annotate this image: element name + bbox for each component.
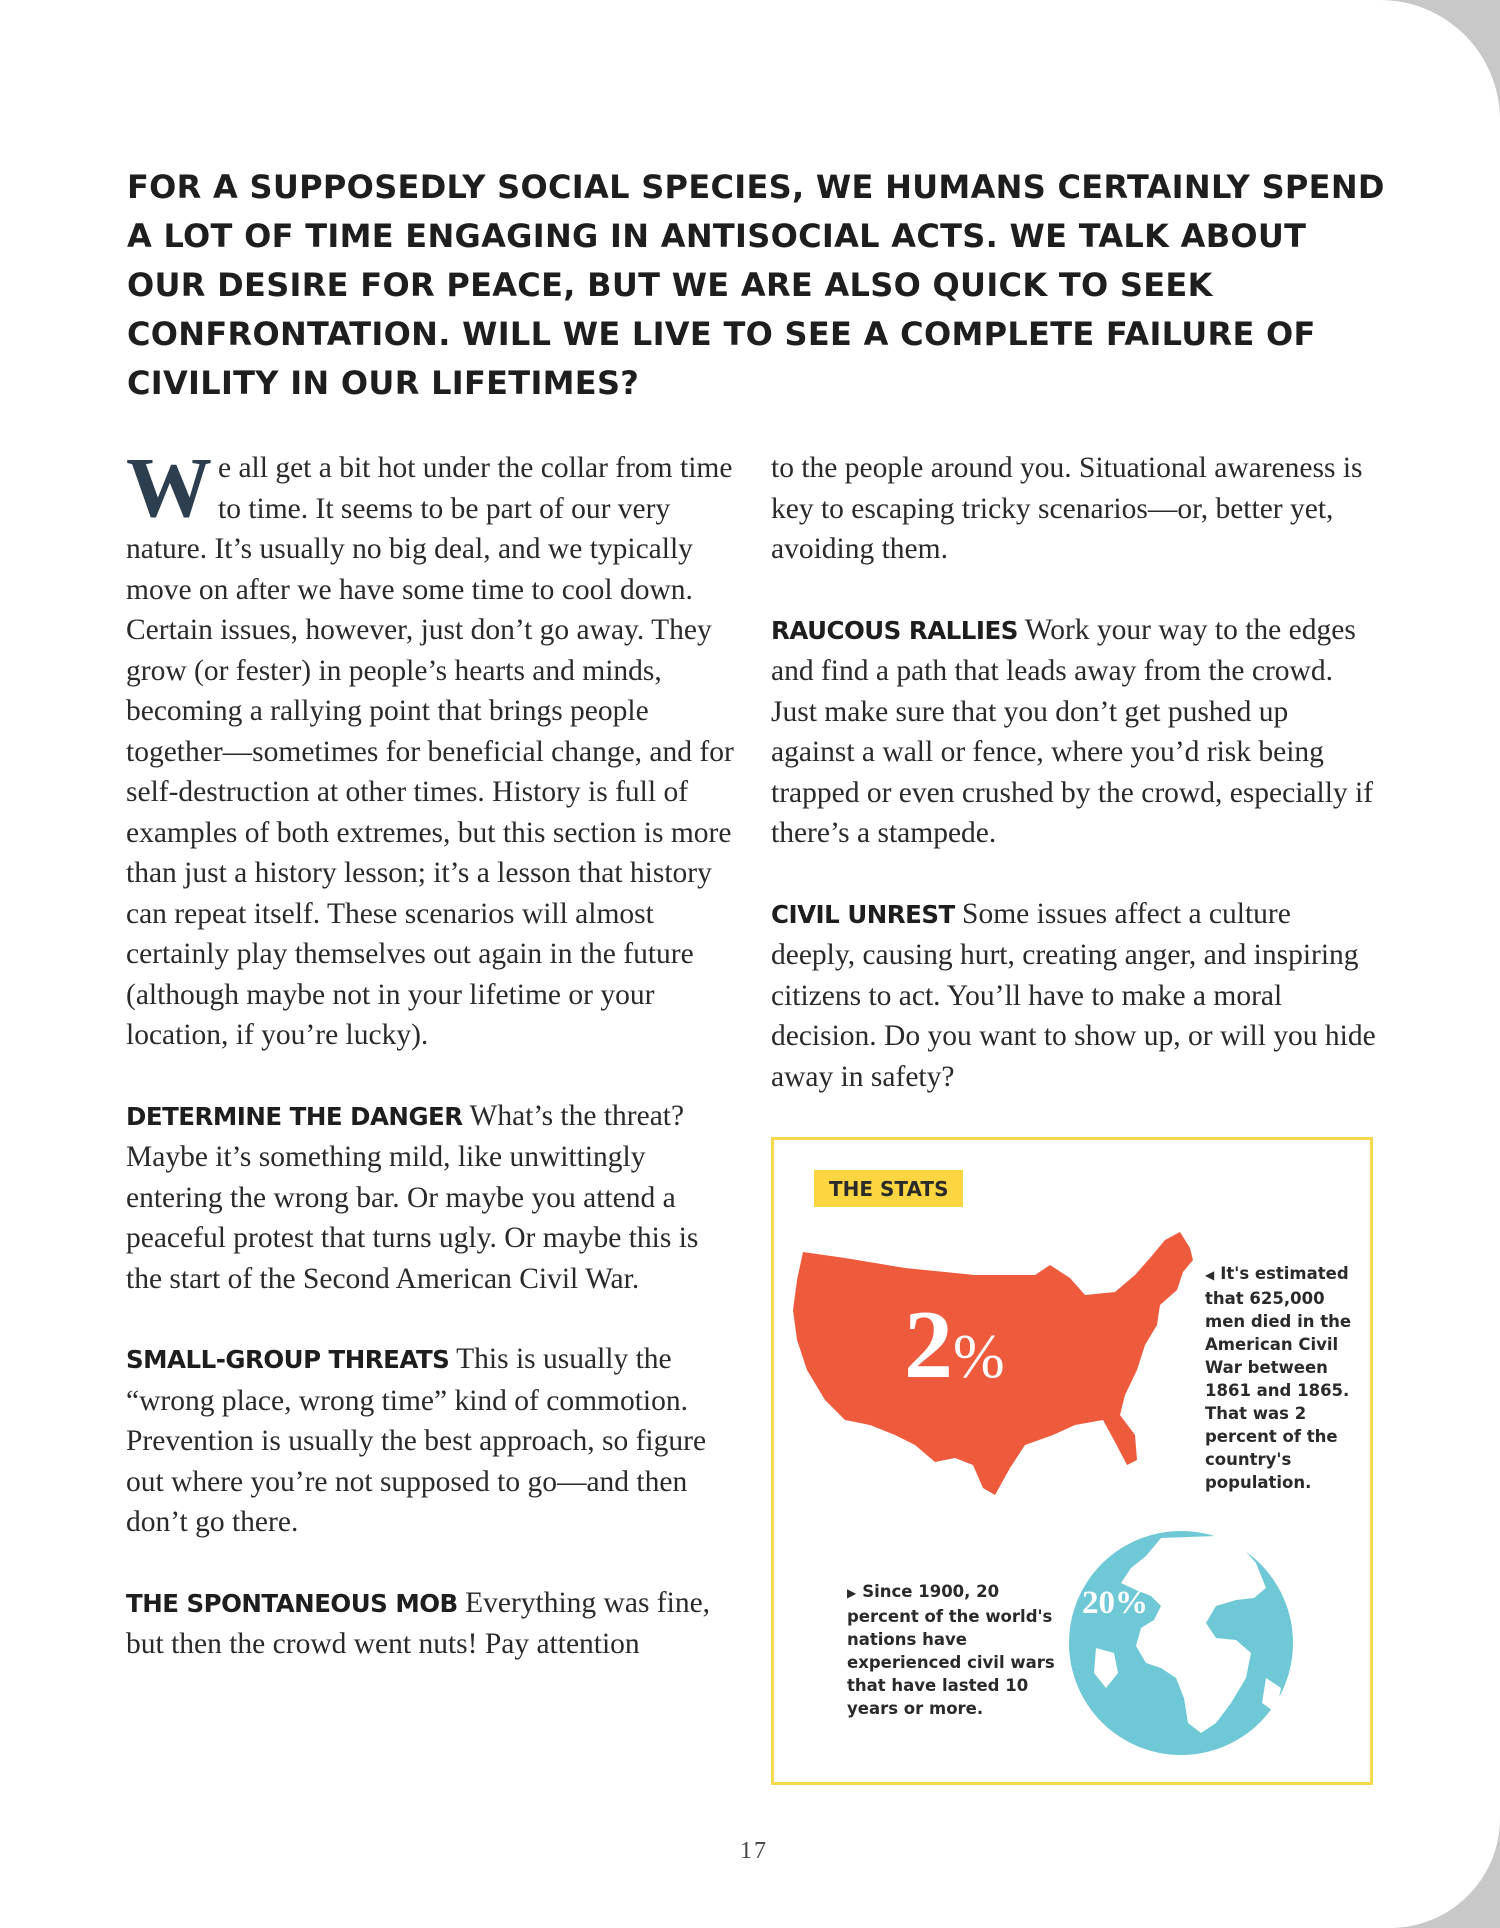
section-text: What’s the threat? Maybe it’s something mild, like unwittingly entering the wrong bar. Or maybe you attend a peaceful protest that turns ugly. Or maybe this is the start of the Second American Civil War. xyxy=(126,1099,699,1295)
page-number: 17 xyxy=(740,1838,768,1864)
section-lead: RAUCOUS RALLIES xyxy=(771,615,1018,645)
us-percent xyxy=(904,1291,1005,1407)
triangle-right-icon: ▶ xyxy=(847,1586,857,1600)
section-raucous-rallies xyxy=(771,610,1376,854)
left-column xyxy=(126,439,736,1705)
intro-text: e all get a bit hot under the collar from time to time. It seems to be part of our very nature. It’s usually no big deal, and we typically move on after we have some time to cool down. Certain issues, however, just don’t go away. They grow (or fester) in people’s hearts and minds, becoming a rallying point that brings people together—sometimes for beneficial change, and for self-destruction at other times. History is full of examples of both extremes, but this section is more than just a history lesson; it’s a lesson that history can repeat itself. These scenarios will almost certainly play themselves out again in the future (although maybe not in your lifetime or your location, if you’re lucky). xyxy=(126,452,734,1051)
stats-label: THE STATS xyxy=(814,1170,963,1207)
us-percent-sign: % xyxy=(953,1323,1005,1391)
world-caption xyxy=(847,1580,1067,1720)
world-caption-text: Since 1900, 20 percent of the world's nations have experienced civil wars that have lasted 10 years or more. xyxy=(847,1582,1055,1718)
drop-cap: W xyxy=(126,439,212,535)
section-lead: CIVIL UNREST xyxy=(771,899,955,929)
right-column xyxy=(771,448,1376,1137)
section-lead: THE SPONTANEOUS MOB xyxy=(126,1588,458,1618)
section-civil-unrest xyxy=(771,894,1376,1098)
world-percent: 20% xyxy=(1082,1585,1148,1621)
headline: FOR A SUPPOSEDLY SOCIAL SPECIES, WE HUMANS CERTAINLY SPEND A LOT OF TIME ENGAGING IN ANTISOCIAL ACTS. WE TALK ABOUT OUR DESIRE FOR PEACE, BUT WE ARE ALSO QUICK TO SEEK CONFRONTATION. WILL WE LIVE TO SEE A COMPLETE FAILURE OF CIVILITY IN OUR LIFETIMES? xyxy=(127,168,1385,402)
section-spontaneous-mob xyxy=(126,1583,736,1665)
section-text: Work your way to the edges and find a path that leads away from the crowd. Just make sure that you don’t get pushed up against a wall or fence, where you’d risk being trapped or even crushed by the crowd, especially if there’s a stampede. xyxy=(771,613,1374,849)
globe-icon xyxy=(1066,1528,1296,1758)
us-caption xyxy=(1205,1262,1365,1494)
section-lead: SMALL-GROUP THREATS xyxy=(126,1345,450,1374)
section-spontaneous-mob-continued: to the people around you. Situational awareness is key to escaping tricky scenarios—or, better yet, avoiding them. xyxy=(771,452,1363,565)
us-caption-text: It's estimated that 625,000 men died in the American Civil War between 1861 and 1865. That was 2 percent of the country's population. xyxy=(1205,1264,1352,1492)
section-text: Some issues affect a culture deeply, causing hurt, creating anger, and inspiring citizens to act. You’ll have to make a moral decision. Do you want to show up, or will you hide away in safety? xyxy=(771,897,1376,1093)
section-small-group-threats xyxy=(126,1339,736,1543)
section-text: Everything was fine, but then the crowd went nuts! Pay attention xyxy=(126,1586,711,1660)
stats-box xyxy=(771,1137,1373,1785)
section-determine-danger xyxy=(126,1096,736,1300)
triangle-left-icon: ◀ xyxy=(1205,1268,1215,1282)
section-text: This is usually the “wrong place, wrong time” kind of commotion. Prevention is usually the best approach, so figure out where you’re not supposed to go—and then don’t go there. xyxy=(126,1343,707,1538)
us-percent-number: 2 xyxy=(904,1291,953,1399)
intro-paragraph xyxy=(126,439,736,1056)
section-lead: DETERMINE THE DANGER xyxy=(126,1101,463,1131)
